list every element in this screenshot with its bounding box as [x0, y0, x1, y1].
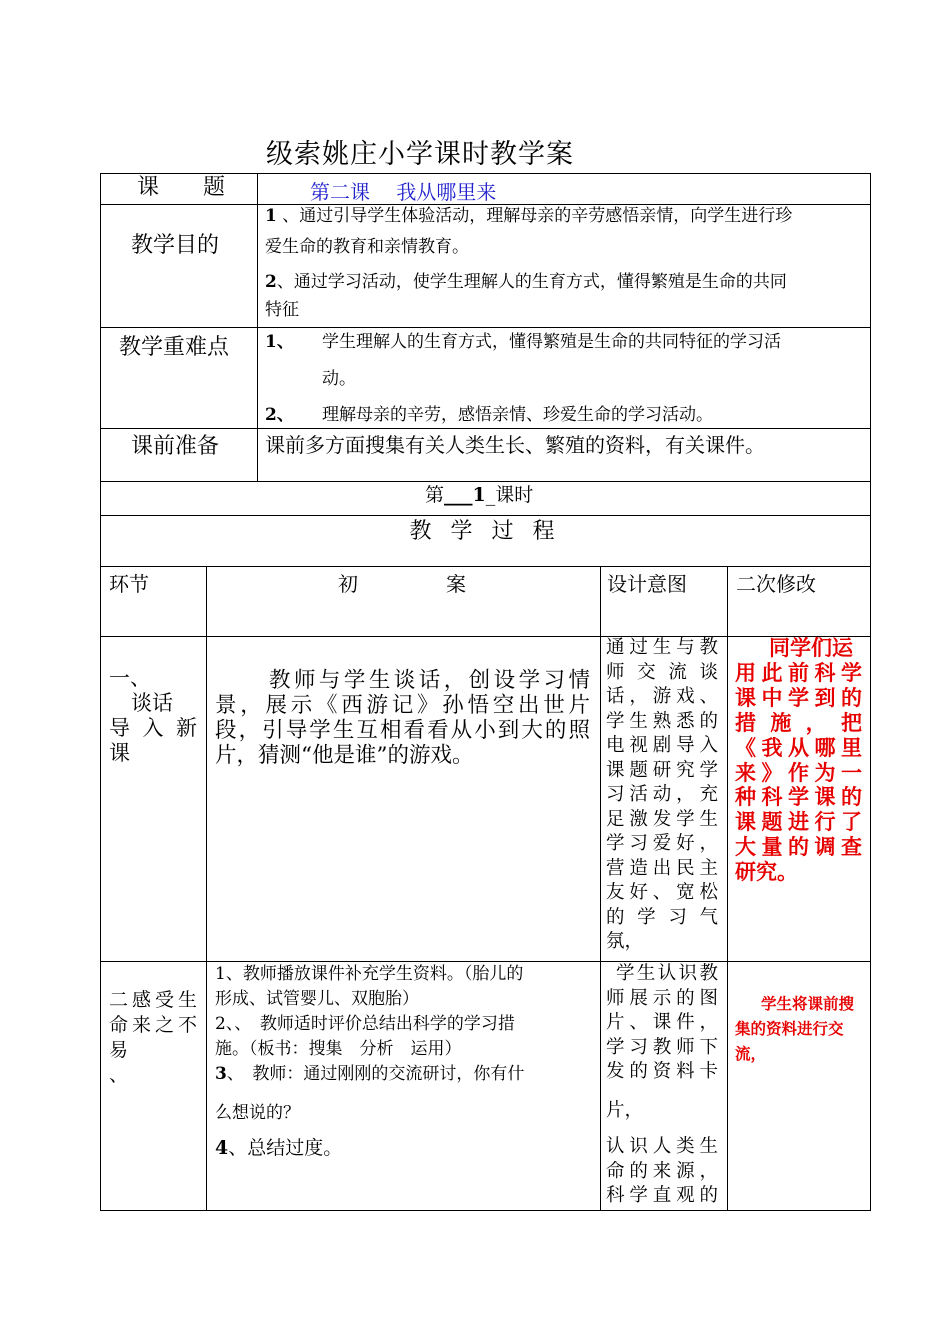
- preparation-label: 课前准备: [131, 434, 220, 459]
- objective-number: 2: [265, 272, 277, 292]
- column-intent: 设计意图: [607, 572, 687, 596]
- preparation-text: 课前多方面搜集有关人类生长、繁殖的资料，有关课件。: [265, 433, 765, 457]
- objectives-text: [265, 201, 865, 322]
- document-title: 级索姚庄小学课时教学案: [266, 139, 574, 170]
- topic-value: 第二课 我从哪里来: [310, 180, 497, 204]
- revision-text: 同学们运 用此前科学 课中学到的 措 施 ， 把 《我从哪里 来》作为一 种科学课的 课题进行了 大量的调查 研究。: [735, 635, 862, 885]
- process-title: 教 学 过 程: [409, 519, 561, 544]
- objective-text: 、通过学习活动，使学生理解人的生育方式，懂得繁殖是生命的共同: [276, 272, 787, 292]
- key-point-text: 动。: [322, 369, 356, 389]
- stage-text: 二感受生 命来之不 易 、: [109, 989, 197, 1086]
- stage-text: 一、: [109, 666, 151, 690]
- column-revision: 二次修改: [736, 572, 816, 596]
- lesson-number: 第___1_课时: [425, 484, 534, 506]
- intent-text: 学生认识教 师展示的图 片、课件， 学习教师下 发的资料卡 片， 认识人类生 命的来源， 科学直观的: [606, 963, 718, 1206]
- stage-text: 课: [109, 741, 130, 765]
- column-plan: 初: [338, 572, 358, 596]
- stage-text: 导 入 新: [109, 716, 197, 740]
- intent-text: 通过生与教 师 交 流 谈 话，游戏、 学生熟悉的 电视剧导入 课题研究学 习活动，充 足激发学生 学习爱好， 营造出民主 友好、宽松 的 学 习 气 氛，: [606, 637, 718, 952]
- plan-text: 1、教师播放课件补充学生资料。（胎儿的 形成、试管婴儿、双胞胎） 2、、 教师适时评价总结出科学的学习措 施。（板书：搜集 分析 运用） 3、 教师：通过刚刚的交流研讨，你有什 么想说的？ 4、总结过度。: [215, 964, 525, 1159]
- objective-text: 特征: [265, 300, 299, 320]
- plan-text: 教师与学生谈话，创设学习情 景，展示《西游记》孙悟空出世片 段，引导学生互相看看从小到大的照 片，猜测“他是谁”的游戏。: [215, 668, 590, 768]
- key-point-number: 2、: [265, 405, 294, 425]
- key-point-text: 理解母亲的辛劳，感悟亲情、珍爱生命的学习活动。: [322, 405, 713, 425]
- revision-text: 学生将课前搜 集的资料进行交 流，: [735, 994, 855, 1063]
- key-point-text: 学生理解人的生育方式，懂得繁殖是生命的共同特征的学习活: [322, 332, 781, 352]
- topic-label: 课 题: [137, 175, 226, 200]
- column-stage: 环节: [109, 572, 149, 596]
- key-points-label: 教学重难点: [119, 335, 230, 360]
- objective-number: 1: [265, 206, 277, 226]
- objective-text: 爱生命的教育和亲情教育。: [265, 237, 469, 257]
- objective-text: 、通过引导学生体验活动，理解母亲的辛劳感悟亲情，向学生进行珍: [282, 206, 793, 226]
- objectives-label: 教学目的: [131, 233, 220, 258]
- stage-text: 谈话: [131, 691, 173, 715]
- column-plan: 案: [446, 572, 466, 596]
- key-point-number: 1、: [265, 332, 294, 352]
